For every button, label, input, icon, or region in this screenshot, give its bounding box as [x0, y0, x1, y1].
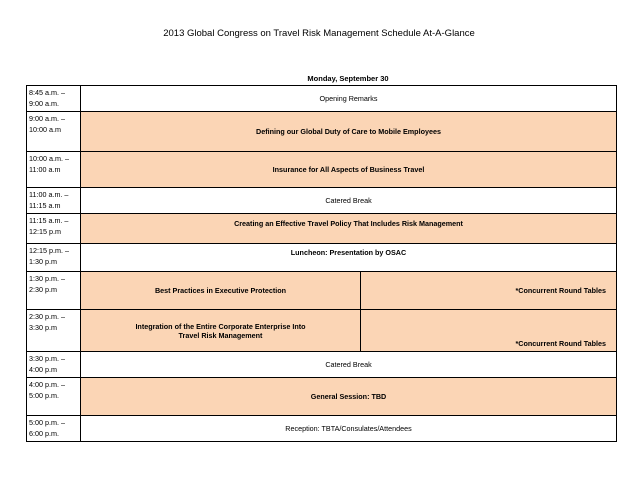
event-cell: General Session: TBD: [81, 378, 617, 416]
time-start: 8:45 a.m. –: [29, 88, 65, 97]
table-row: [27, 86, 617, 112]
event-cell: Luncheon: Presentation by OSAC: [81, 244, 617, 272]
table-row: [27, 272, 617, 310]
page-title: 2013 Global Congress on Travel Risk Management Schedule At-A-Glance: [163, 28, 475, 39]
event-cell: Insurance for All Aspects of Business Travel: [81, 152, 617, 188]
time-end: 5:00 p.m.: [29, 390, 59, 400]
time-cell: [27, 310, 81, 352]
time-cell: [27, 272, 81, 310]
event-cell: Opening Remarks: [81, 86, 617, 112]
time-start: 4:00 p.m. –: [29, 380, 65, 389]
time-start: 10:00 a.m. –: [29, 154, 69, 163]
event-line: Travel Risk Management: [178, 330, 263, 340]
time-end: 3:30 p.m: [29, 322, 57, 332]
time-start: 11:00 a.m. –: [29, 190, 69, 199]
table-row: [27, 188, 617, 214]
event-cell-left: Best Practices in Executive Protection: [81, 272, 361, 310]
table-row: [27, 214, 617, 244]
time-end: 11:15 a.m: [29, 200, 61, 210]
time-start: 12:15 p.m. –: [29, 246, 69, 255]
time-start: 5:00 p.m. –: [29, 418, 65, 427]
time-end: 4:00 p.m: [29, 364, 57, 374]
time-end: 9:00 a.m.: [29, 98, 59, 108]
time-start: 9:00 a.m. –: [29, 114, 65, 123]
time-cell: [27, 86, 81, 112]
table-row: [27, 378, 617, 416]
time-cell: [27, 152, 81, 188]
time-end: 12:15 p.m: [29, 226, 61, 236]
time-cell: [27, 352, 81, 378]
time-end: 2:30 p.m: [29, 284, 57, 294]
day-header: Monday, September 30: [307, 74, 389, 83]
time-start: 1:30 p.m. –: [29, 274, 65, 283]
time-cell: [27, 378, 81, 416]
event-line: Integration of the Entire Corporate Enterprise Into: [135, 321, 306, 331]
time-cell: [27, 214, 81, 244]
event-cell: Creating an Effective Travel Policy That Includes Risk Management: [81, 214, 617, 244]
table-row: [27, 310, 617, 352]
time-start: 11:15 a.m. –: [29, 216, 69, 225]
table-row: [27, 244, 617, 272]
time-end: 6:00 p.m.: [29, 428, 59, 438]
event-cell: Reception: TBTA/Consulates/Attendees: [81, 416, 617, 442]
table-row: [27, 112, 617, 152]
schedule-table: [26, 85, 617, 442]
time-cell: [27, 112, 81, 152]
time-cell: [27, 188, 81, 214]
event-cell-right: *Concurrent Round Tables: [361, 272, 617, 310]
time-start: 2:30 p.m. –: [29, 312, 65, 321]
event-cell: Catered Break: [81, 352, 617, 378]
table-row: [27, 416, 617, 442]
time-start: 3:30 p.m. –: [29, 354, 65, 363]
time-end: 11:00 a.m: [29, 164, 61, 174]
time-cell: [27, 244, 81, 272]
time-end: 10:00 a.m: [29, 124, 61, 134]
event-cell: Catered Break: [81, 188, 617, 214]
table-row: [27, 352, 617, 378]
event-cell-left: [81, 310, 361, 352]
event-cell-right: *Concurrent Round Tables: [361, 310, 617, 352]
event-cell: Defining our Global Duty of Care to Mobile Employees: [81, 112, 617, 152]
time-end: 1:30 p.m: [29, 256, 57, 266]
time-cell: [27, 416, 81, 442]
table-row: [27, 152, 617, 188]
